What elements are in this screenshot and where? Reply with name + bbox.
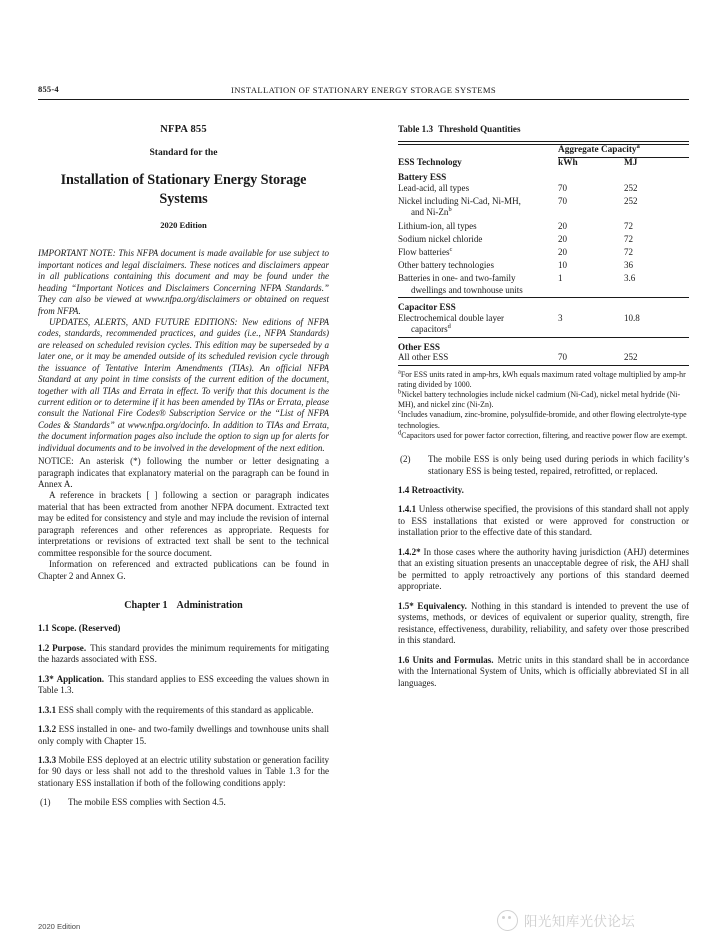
table-row xyxy=(398,182,689,195)
table-cell-technology-line: Flow batteries$^c$ xyxy=(398,245,453,257)
table-footnote-text: For ESS units rated in amp-hrs, kWh equals maximum rated voltage multiplied by amp-hr rating divided by 1000. xyxy=(398,369,686,389)
table-row xyxy=(398,352,689,366)
table-cell-mj: 72 xyxy=(624,220,634,231)
table-cell-kwh: 20 xyxy=(558,220,568,231)
table-footnote xyxy=(398,410,689,430)
section-body: ESS shall comply with the requirements of this standard as applicable. xyxy=(58,704,314,715)
section-paragraph xyxy=(398,601,689,647)
running-head-title: INSTALLATION OF STATIONARY ENERGY STORAGE SYSTEMS xyxy=(231,85,496,95)
section-number: 1.6 xyxy=(398,654,410,665)
table-cell-technology-line: Sodium nickel chloride xyxy=(398,233,483,244)
table-column-header-row xyxy=(398,158,689,169)
table-cell-technology xyxy=(398,220,558,233)
table-row xyxy=(398,259,689,272)
table-cell-mj: 252 xyxy=(624,196,638,207)
section-body: Unless otherwise specified, the provisions of this standard shall not apply to ESS installations that existed or were approved for construction or installation prior to the effective date of this standard. xyxy=(398,504,689,538)
section-body: Mobile ESS deployed at an electric utility substation or generation facility for 90 days or less shall not add to the threshold values in Table 1.3 for the stationary ESS installation if both of the following conditions apply: xyxy=(38,754,330,788)
table-footnote-text: Capacitors used for power factor correction, filtering, and reactive power flow are exempt. xyxy=(401,430,688,440)
section-number: 1.1 xyxy=(38,623,50,634)
table-footnote xyxy=(398,390,689,410)
table-cell-technology xyxy=(398,195,558,220)
table-cell-technology xyxy=(398,233,558,246)
section-paragraph xyxy=(38,724,329,747)
table-row xyxy=(398,272,689,297)
updates-alerts-paragraph: UPDATES, ALERTS, AND FUTURE EDITIONS: New editions of NFPA codes, standards, recommended practices, and guides (i.e., NFPA Standards) are released on scheduled revision cycles. This edition may be superseded by a later one, or it may be amended outside of its scheduled revision cycle through the issuance of Tentative Interim Amendments (TIAs). An official NFPA Standard at any point in time consists of the current edition of the document, together with all TIAs and Errata in effect. To verify that this document is the current edition or to determine if it has been amended by TIAs or Errata, please consult the National Fire Codes® Subscription Service or the “List of NFPA Codes & Standards” at www.nfpa.org/docinfo. In addition to TIAs and Errata, the document information pages also include the option to sign up for alerts for individual documents and to be involved in the development of the next edition. xyxy=(38,317,329,453)
table-group-spacer xyxy=(624,297,689,312)
section-paragraph xyxy=(38,755,329,789)
table-caption xyxy=(398,124,689,134)
section-number: 1.5* xyxy=(398,600,414,611)
chapter-label: Chapter 1 xyxy=(124,600,168,612)
watermark-text: 阳光知库光伏论坛 xyxy=(524,914,636,930)
table-body xyxy=(398,168,689,367)
left-sections-container xyxy=(38,623,329,789)
chapter-title: Administration xyxy=(176,600,243,612)
table-cell-mj: 252 xyxy=(624,182,638,193)
section-body: Metric units in this standard shall be in accordance with the International System of Units, which is officially abbreviated SI in all languages. xyxy=(398,654,689,688)
table-group-row xyxy=(398,168,689,182)
aggregate-capacity-header xyxy=(558,142,689,158)
table-cell-mj: 36 xyxy=(624,260,634,271)
section-paragraph xyxy=(398,504,689,538)
table-span-header-row xyxy=(398,145,689,158)
section-title: Application. xyxy=(56,673,105,684)
table-caption-title: Threshold Quantities xyxy=(438,124,521,134)
table-row xyxy=(398,233,689,246)
table-cell-technology xyxy=(398,259,558,272)
table-cell-technology-line: Batteries in one- and two-family xyxy=(398,273,516,284)
left-column xyxy=(38,124,329,817)
brackets-paragraph: A reference in brackets [ ] following a section or paragraph indicates material that has been extracted from another NFPA document. Extracted text may be edited for consistency and style and may include the revision of internal paragraph references and other references as appropriate. Requests for interpretations or revisions of extracted text shall be sent to the technical committee responsible for the source document. xyxy=(38,490,329,558)
table-footnote-text: Includes vanadium, zinc-bromine, polysulfide-bromide, and other flowing electrolyte-type technologies. xyxy=(398,410,687,430)
section-paragraph xyxy=(38,705,329,716)
table-cell-kwh: 20 xyxy=(558,233,568,244)
footnote-marker: b xyxy=(448,206,452,214)
footer-edition: 2020 Edition xyxy=(38,922,81,931)
table-cell-technology xyxy=(398,246,558,259)
table-group-row xyxy=(398,337,689,352)
section-number: 1.4.2* xyxy=(398,546,421,557)
table-footnote-text: Nickel battery technologies include nickel cadmium (Ni-Cad), nickel metal hydride (Ni-MH), and nickel zinc (Ni-Zn). xyxy=(398,390,681,410)
table-cell-technology-line: and Ni-Zn$^b$ xyxy=(411,206,452,218)
table-group-spacer xyxy=(558,337,624,352)
list-item-text: The mobile ESS complies with Section 4.5. xyxy=(68,797,226,808)
table-cell-technology xyxy=(398,272,558,297)
table-group-row xyxy=(398,297,689,312)
numbered-list-item xyxy=(38,797,329,808)
section-paragraph xyxy=(398,485,689,496)
section-number: 1.3.1 xyxy=(38,704,57,715)
table-cell-kwh: 70 xyxy=(558,352,568,363)
section-body: Nothing in this standard is intended to prevent the use of systems, methods, or devices of equivalent or superior quality, strength, fire resistance, effectiveness, durability, reliability, and safety over those prescribed in this standard. xyxy=(398,600,690,646)
section-paragraph xyxy=(38,623,329,634)
table-cell-technology-line: Other battery technologies xyxy=(398,260,494,271)
right-column xyxy=(398,124,689,697)
table-cell-technology-line: dwellings and townhouse units xyxy=(411,284,523,295)
table-group-spacer xyxy=(624,337,689,352)
footnote-marker: d xyxy=(398,429,402,437)
ess-technology-header: ESS Technology xyxy=(398,158,462,168)
section-number: 1.4.1 xyxy=(398,504,417,515)
masthead-doc-number: NFPA 855 xyxy=(160,124,207,135)
section-title: Scope. (Reserved) xyxy=(51,623,121,634)
footnote-marker: b xyxy=(398,388,402,396)
aggregate-capacity-footnote-marker: a xyxy=(636,142,640,150)
right-list-container xyxy=(398,454,689,477)
aggregate-capacity-label: Aggregate Capacity xyxy=(558,145,637,155)
list-item-marker: (1) xyxy=(40,797,51,808)
footnote-marker: d xyxy=(447,323,451,331)
section-title: Units and Formulas. xyxy=(412,654,494,665)
table-cell-mj: 3.6 xyxy=(624,273,636,284)
chapter-heading xyxy=(38,600,329,611)
list-item-marker: (2) xyxy=(400,454,411,465)
sun-logo-icon xyxy=(497,910,518,931)
table-cell-technology xyxy=(398,352,558,366)
masthead-title: Installation of Stationary Energy Storage Systems xyxy=(60,172,307,207)
section-paragraph xyxy=(38,643,329,666)
footnote-marker: a xyxy=(398,368,401,376)
table-bottom-rule-row xyxy=(398,365,689,367)
table-row xyxy=(398,312,689,337)
section-body: This standard provides the minimum requirements for mitigating the hazards associated with ESS. xyxy=(38,642,329,665)
masthead xyxy=(38,124,329,230)
table-cell-kwh: 10 xyxy=(558,260,568,271)
footnote-marker: c xyxy=(449,245,453,253)
table-cell-technology-line: Lithium-ion, all types xyxy=(398,220,477,231)
section-body: This standard applies to ESS exceeding the values shown in Table 1.3. xyxy=(38,673,329,696)
table-cell-kwh: 20 xyxy=(558,246,568,257)
table-cell-mj: 72 xyxy=(624,246,634,257)
numbered-list-item xyxy=(398,454,689,477)
table-cell-kwh: 1 xyxy=(558,273,563,284)
table-row xyxy=(398,246,689,259)
masthead-standard-for: Standard for the xyxy=(149,147,218,158)
section-body: ESS installed in one- and two-family dwellings and townhouse units shall only comply with Chapter 15. xyxy=(38,724,329,746)
section-title: Purpose. xyxy=(52,642,87,653)
page-folio: 855-4 xyxy=(38,84,59,94)
section-paragraph xyxy=(398,655,689,689)
footnote-marker: c xyxy=(398,408,401,416)
section-title: Equivalency. xyxy=(417,600,467,611)
table-group-spacer xyxy=(558,168,624,182)
threshold-quantities-table xyxy=(398,141,689,367)
table-cell-technology-line: capacitors$^d$ xyxy=(411,323,451,335)
table-cell-mj: 252 xyxy=(624,352,638,363)
table-group-spacer xyxy=(624,168,689,182)
table-cell-kwh: 3 xyxy=(558,312,563,323)
section-title: Retroactivity. xyxy=(411,484,464,495)
table-cell-technology-line: Electrochemical double layer xyxy=(398,312,504,323)
table-cell-technology xyxy=(398,182,558,195)
table-cell-technology xyxy=(398,312,558,337)
notice-paragraph: NOTICE: An asterisk (*) following the number or letter designating a paragraph indicates that explanatory material on the paragraph can be found in Annex A. xyxy=(38,456,329,489)
watermark xyxy=(497,907,697,933)
left-list-container xyxy=(38,797,329,808)
section-body: In those cases where the authority having jurisdiction (AHJ) determines that an existing situation presents an unacceptable degree of risk, the AHJ shall be permitted to apply retroactively any portions of this standard deemed appropriate. xyxy=(398,546,689,592)
table-cell-mj: 10.8 xyxy=(624,312,640,323)
section-number: 1.3.2 xyxy=(38,724,57,735)
table-row xyxy=(398,195,689,220)
table-group-spacer xyxy=(558,297,624,312)
table-footnotes xyxy=(398,370,689,441)
table-cell-mj: 72 xyxy=(624,233,634,244)
table-head xyxy=(398,142,689,169)
kwh-header: kWh xyxy=(558,158,578,168)
table-cell-technology-line: Nickel including Ni-Cad, Ni-MH, xyxy=(398,196,521,207)
table-cell-kwh: 70 xyxy=(558,182,568,193)
table-caption-number: Table 1.3 xyxy=(398,124,434,134)
section-number: 1.3.3 xyxy=(38,754,57,765)
table-group-label: Battery ESS xyxy=(398,172,447,182)
important-note-paragraph: IMPORTANT NOTE: This NFPA document is made available for use subject to important notices and legal disclaimers. These notices and disclaimers appear in all publications containing this document and may be found under the heading “Important Notices and Disclaimers Concerning NFPA Standards.” They can also be viewed at www.nfpa.org/disclaimers or obtained on request from NFPA. xyxy=(38,248,329,316)
section-paragraph xyxy=(38,674,329,697)
mj-header: MJ xyxy=(624,158,638,168)
section-number: 1.4 xyxy=(398,484,410,495)
running-head-rule xyxy=(38,99,689,100)
table-footnote xyxy=(398,431,689,441)
table-cell-kwh: 70 xyxy=(558,196,568,207)
list-item-text: The mobile ESS is only being used during periods in which facility’s stationary ESS is being tested, repaired, retrofitted, or replaced. xyxy=(428,454,689,476)
referenced-publications-paragraph: Information on referenced and extracted publications can be found in Chapter 2 and Annex G. xyxy=(38,559,329,581)
section-number: 1.2 xyxy=(38,642,50,653)
right-sections-container xyxy=(398,485,689,689)
section-paragraph xyxy=(398,547,689,593)
table-group-label: Capacitor ESS xyxy=(398,297,558,312)
running-head xyxy=(38,84,689,104)
table-footnote xyxy=(398,370,689,390)
table-group-label: Other ESS xyxy=(398,337,558,352)
masthead-edition: 2020 Edition xyxy=(160,220,207,231)
table-cell-technology-line: Lead-acid, all types xyxy=(398,182,470,193)
table-cell-technology-line: All other ESS xyxy=(398,352,449,363)
section-number: 1.3* xyxy=(38,673,54,684)
table-row xyxy=(398,220,689,233)
